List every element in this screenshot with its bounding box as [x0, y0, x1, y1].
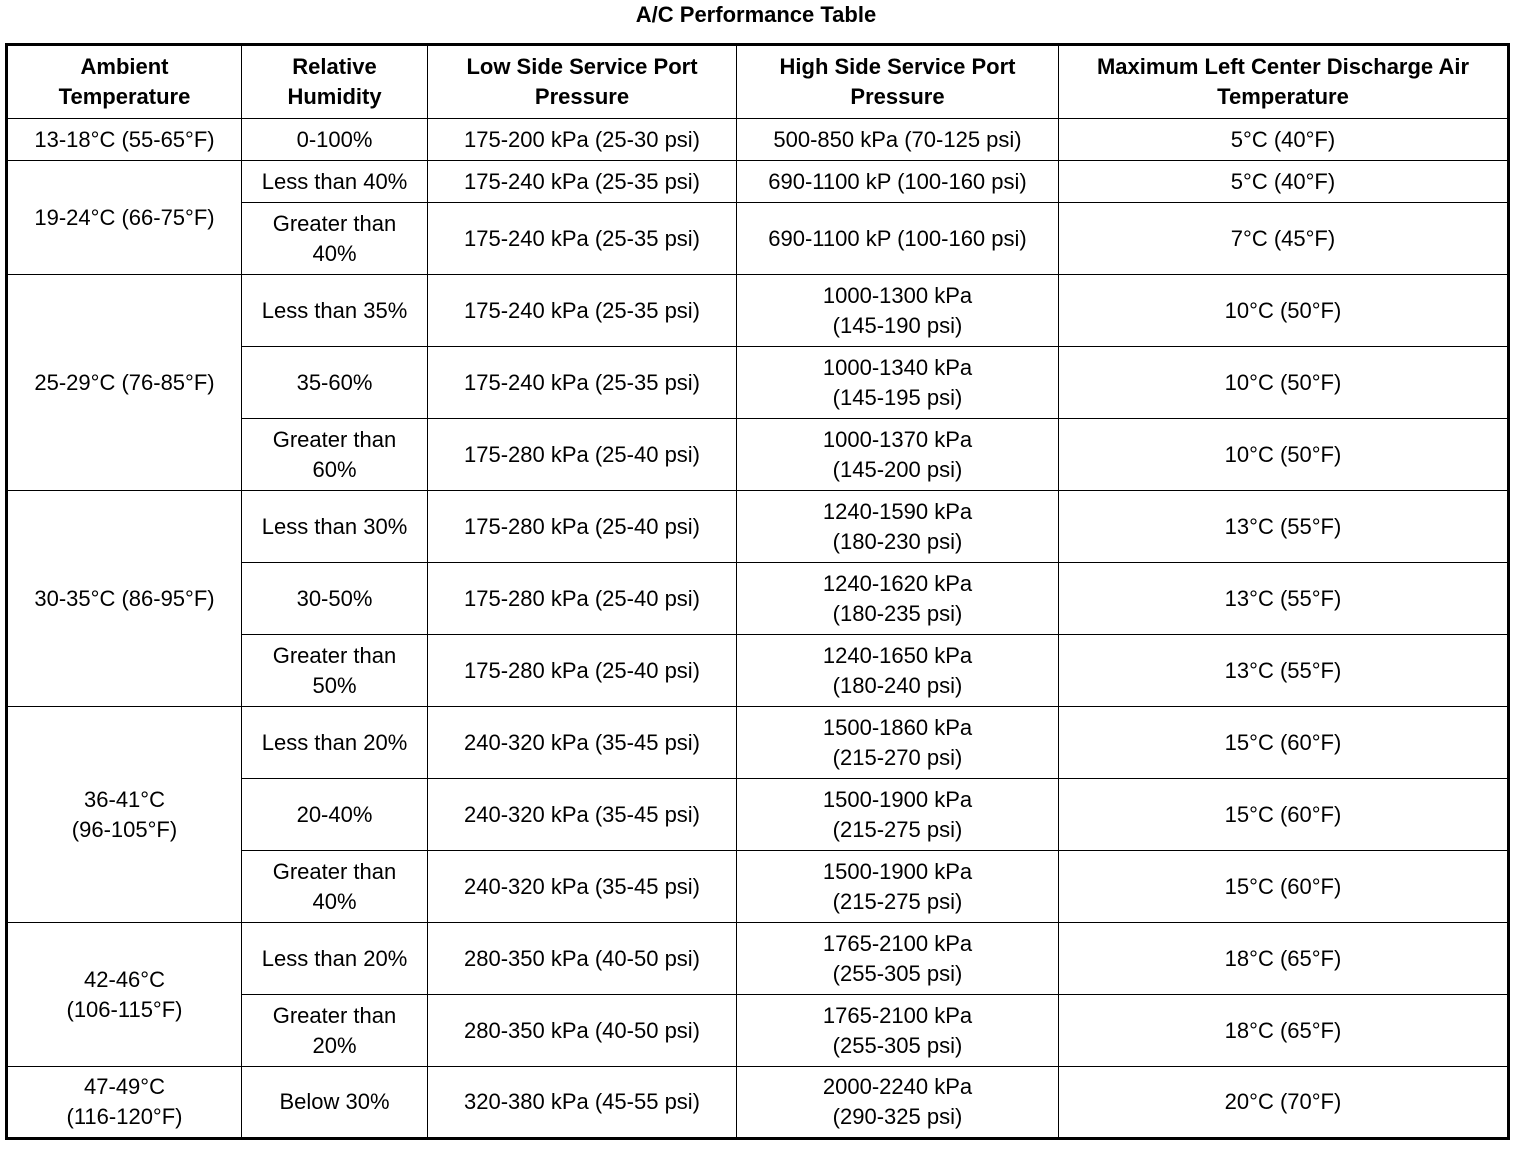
relative-humidity-cell [242, 995, 428, 1067]
discharge-temperature-cell: 7°C (45°F) [1059, 203, 1509, 275]
relative-humidity-cell [242, 635, 428, 707]
relative-humidity-cell-line: Less than 35% [261, 297, 408, 323]
relative-humidity-cell-line: 40% [312, 240, 357, 266]
relative-humidity-cell-line: 60% [312, 456, 357, 482]
ambient-temperature-cell [7, 707, 242, 923]
table-row [7, 923, 1509, 995]
high-side-pressure-cell-line: 1500-1900 kPa [822, 858, 973, 884]
relative-humidity-cell-line: Greater than [272, 426, 397, 452]
high-side-pressure-cell-line: 1500-1860 kPa [822, 714, 973, 740]
relative-humidity-cell [242, 419, 428, 491]
discharge-temperature-cell: 15°C (60°F) [1059, 779, 1509, 851]
ambient-temperature-cell [7, 275, 242, 491]
low-side-pressure-cell: 240-320 kPa (35-45 psi) [428, 851, 737, 923]
high-side-pressure-cell [737, 203, 1059, 275]
relative-humidity-cell-line: Less than 20% [261, 945, 408, 971]
discharge-temperature-cell: 13°C (55°F) [1059, 563, 1509, 635]
relative-humidity-cell [242, 491, 428, 563]
relative-humidity-cell [242, 707, 428, 779]
discharge-temperature-cell: 13°C (55°F) [1059, 635, 1509, 707]
high-side-pressure-cell-line: 1000-1370 kPa [822, 426, 973, 452]
header-line: High Side Service Port [779, 54, 1016, 79]
high-side-pressure-cell-line: (180-240 psi) [832, 672, 963, 698]
low-side-pressure-cell: 175-280 kPa (25-40 psi) [428, 563, 737, 635]
discharge-temperature-cell: 18°C (65°F) [1059, 995, 1509, 1067]
high-side-pressure-cell-line: (290-325 psi) [832, 1104, 963, 1129]
header-line: Pressure [534, 84, 630, 109]
relative-humidity-cell [242, 119, 428, 161]
high-side-pressure-cell-line: (215-275 psi) [832, 888, 963, 914]
low-side-pressure-cell: 240-320 kPa (35-45 psi) [428, 707, 737, 779]
discharge-temperature-cell: 10°C (50°F) [1059, 419, 1509, 491]
relative-humidity-cell-line: Less than 20% [261, 729, 408, 755]
relative-humidity-cell [242, 1067, 428, 1139]
high-side-pressure-cell-line: 500-850 kPa (70-125 psi) [773, 126, 1022, 152]
high-side-pressure-cell [737, 707, 1059, 779]
discharge-temperature-cell: 10°C (50°F) [1059, 347, 1509, 419]
high-side-pressure-cell-line: 1240-1620 kPa [822, 570, 973, 596]
ambient-temperature-cell [7, 491, 242, 707]
header-line: Temperature [58, 84, 191, 109]
relative-humidity-cell-line: 30-50% [296, 585, 373, 611]
relative-humidity-cell [242, 275, 428, 347]
ambient-temperature-cell [7, 923, 242, 1067]
table-title: A/C Performance Table [635, 2, 877, 27]
high-side-pressure-cell-line: 1500-1900 kPa [822, 786, 973, 812]
discharge-temperature-cell: 10°C (50°F) [1059, 275, 1509, 347]
table-row [7, 1067, 1509, 1139]
relative-humidity-cell-line: Greater than [272, 210, 397, 236]
high-side-pressure-cell-line: (180-230 psi) [832, 528, 963, 554]
high-side-pressure-cell [737, 119, 1059, 161]
relative-humidity-cell [242, 779, 428, 851]
low-side-pressure-cell: 240-320 kPa (35-45 psi) [428, 779, 737, 851]
low-side-pressure-cell: 175-280 kPa (25-40 psi) [428, 491, 737, 563]
ambient-temperature-cell-line: 30-35°C (86-95°F) [34, 585, 215, 611]
low-side-pressure-cell: 175-240 kPa (25-35 psi) [428, 275, 737, 347]
low-side-pressure-cell: 320-380 kPa (45-55 psi) [428, 1067, 737, 1139]
header-line: Ambient [80, 54, 169, 79]
high-side-pressure-cell [737, 563, 1059, 635]
high-side-pressure-cell [737, 923, 1059, 995]
high-side-pressure-cell [737, 779, 1059, 851]
relative-humidity-cell-line: 20% [312, 1032, 357, 1058]
low-side-pressure-cell: 280-350 kPa (40-50 psi) [428, 995, 737, 1067]
discharge-temperature-cell: 13°C (55°F) [1059, 491, 1509, 563]
low-side-pressure-cell: 175-240 kPa (25-35 psi) [428, 347, 737, 419]
relative-humidity-cell-line: Below 30% [279, 1089, 390, 1114]
discharge-temperature-cell: 15°C (60°F) [1059, 707, 1509, 779]
ambient-temperature-cell-line: 13-18°C (55-65°F) [34, 126, 215, 152]
header-row [7, 45, 1509, 119]
high-side-pressure-cell [737, 851, 1059, 923]
header-line: Relative [292, 54, 377, 79]
ambient-temperature-cell [7, 161, 242, 275]
low-side-pressure-cell: 175-240 kPa (25-35 psi) [428, 203, 737, 275]
high-side-pressure-cell-line: 1000-1340 kPa [822, 354, 973, 380]
ambient-temperature-cell-line: 19-24°C (66-75°F) [34, 204, 215, 230]
high-side-pressure-cell-line: (180-235 psi) [832, 600, 963, 626]
high-side-pressure-cell-line: (145-190 psi) [832, 312, 963, 338]
discharge-temperature-cell: 5°C (40°F) [1059, 161, 1509, 203]
header-relative-humidity [242, 45, 428, 119]
high-side-pressure-cell-line: 1765-2100 kPa [822, 1002, 973, 1028]
relative-humidity-cell-line: Less than 30% [261, 513, 408, 539]
high-side-pressure-cell [737, 1067, 1059, 1139]
relative-humidity-cell-line: 0-100% [296, 126, 373, 152]
relative-humidity-cell-line: 40% [312, 888, 357, 914]
ambient-temperature-cell-line: (116-120°F) [66, 1104, 183, 1129]
relative-humidity-cell-line: Less than 40% [261, 168, 408, 194]
relative-humidity-cell [242, 161, 428, 203]
relative-humidity-cell [242, 923, 428, 995]
high-side-pressure-cell-line: (255-305 psi) [832, 960, 963, 986]
header-high-side-pressure [737, 45, 1059, 119]
high-side-pressure-cell-line: (145-200 psi) [832, 456, 963, 482]
ac-performance-table [5, 43, 1510, 1140]
high-side-pressure-cell-line: 690-1100 kP (100-160 psi) [768, 225, 1027, 251]
header-line: Humidity [287, 84, 382, 109]
ambient-temperature-cell-line: 25-29°C (76-85°F) [34, 369, 215, 395]
high-side-pressure-cell-line: 1240-1650 kPa [822, 642, 973, 668]
ambient-temperature-cell [7, 119, 242, 161]
low-side-pressure-cell: 280-350 kPa (40-50 psi) [428, 923, 737, 995]
ambient-temperature-cell [7, 1067, 242, 1139]
low-side-pressure-cell: 175-240 kPa (25-35 psi) [428, 161, 737, 203]
table-body [7, 119, 1509, 1139]
ambient-temperature-cell-line: (106-115°F) [66, 996, 183, 1022]
high-side-pressure-cell-line: 2000-2240 kPa [822, 1074, 973, 1099]
header-max-discharge-temperature [1059, 45, 1509, 119]
high-side-pressure-cell [737, 635, 1059, 707]
header-line: Pressure [850, 84, 945, 109]
table-row [7, 707, 1509, 779]
ambient-temperature-cell-line: 36-41°C [84, 786, 165, 812]
header-ambient-temperature [7, 45, 242, 119]
discharge-temperature-cell: 20°C (70°F) [1059, 1067, 1509, 1139]
relative-humidity-cell-line: Greater than [272, 642, 397, 668]
discharge-temperature-cell: 18°C (65°F) [1059, 923, 1509, 995]
relative-humidity-cell [242, 347, 428, 419]
relative-humidity-cell [242, 563, 428, 635]
table-row [7, 491, 1509, 563]
relative-humidity-cell-line: 50% [312, 672, 357, 698]
low-side-pressure-cell: 175-200 kPa (25-30 psi) [428, 119, 737, 161]
high-side-pressure-cell-line: 1240-1590 kPa [822, 498, 973, 524]
high-side-pressure-cell-line: 1765-2100 kPa [822, 930, 973, 956]
relative-humidity-cell-line: 20-40% [296, 801, 373, 827]
table-row [7, 161, 1509, 203]
header-line: Low Side Service Port [466, 54, 698, 79]
relative-humidity-cell-line: Greater than [272, 1002, 397, 1028]
header-line: Temperature [1217, 84, 1349, 109]
discharge-temperature-cell: 15°C (60°F) [1059, 851, 1509, 923]
high-side-pressure-cell [737, 995, 1059, 1067]
table-row [7, 275, 1509, 347]
high-side-pressure-cell-line: 690-1100 kP (100-160 psi) [768, 168, 1027, 194]
low-side-pressure-cell: 175-280 kPa (25-40 psi) [428, 419, 737, 491]
relative-humidity-cell [242, 851, 428, 923]
high-side-pressure-cell-line: (255-305 psi) [832, 1032, 963, 1058]
table-row [7, 119, 1509, 161]
header-low-side-pressure [428, 45, 737, 119]
header-line: Maximum Left Center Discharge Air [1096, 54, 1470, 79]
high-side-pressure-cell [737, 275, 1059, 347]
high-side-pressure-cell [737, 161, 1059, 203]
high-side-pressure-cell-line: (145-195 psi) [832, 384, 963, 410]
ambient-temperature-cell-line: 47-49°C [84, 1074, 165, 1099]
ambient-temperature-cell-line: 42-46°C [84, 966, 165, 992]
high-side-pressure-cell-line: (215-275 psi) [832, 816, 963, 842]
high-side-pressure-cell [737, 491, 1059, 563]
relative-humidity-cell-line: 35-60% [296, 369, 373, 395]
high-side-pressure-cell [737, 419, 1059, 491]
relative-humidity-cell-line: Greater than [272, 858, 397, 884]
ambient-temperature-cell-line: (96-105°F) [71, 816, 178, 842]
discharge-temperature-cell: 5°C (40°F) [1059, 119, 1509, 161]
high-side-pressure-cell-line: (215-270 psi) [832, 744, 963, 770]
high-side-pressure-cell [737, 347, 1059, 419]
low-side-pressure-cell: 175-280 kPa (25-40 psi) [428, 635, 737, 707]
high-side-pressure-cell-line: 1000-1300 kPa [822, 282, 973, 308]
relative-humidity-cell [242, 203, 428, 275]
